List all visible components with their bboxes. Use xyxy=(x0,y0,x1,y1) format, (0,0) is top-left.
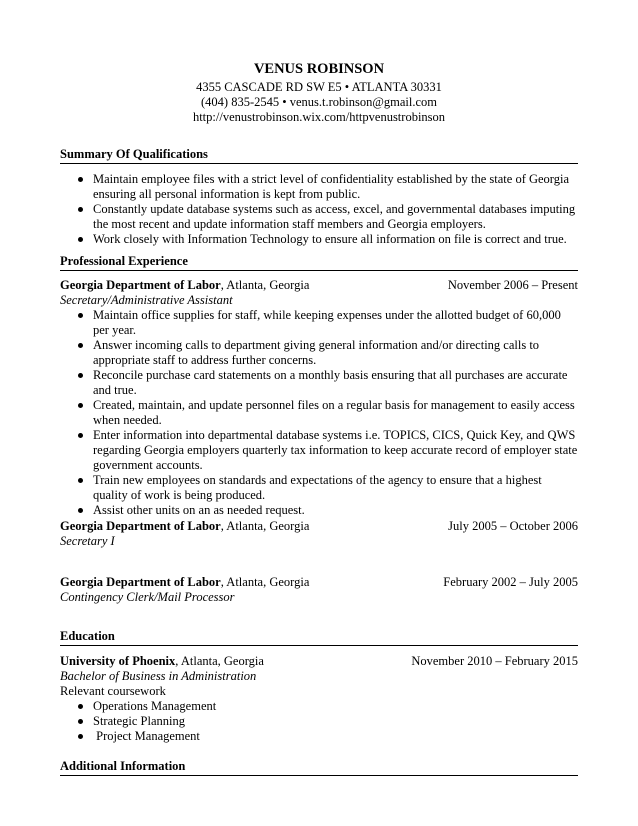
section-title-experience: Professional Experience xyxy=(60,254,578,271)
employer-location: , Atlanta, Georgia xyxy=(220,278,310,292)
bullet-icon xyxy=(78,719,83,724)
list-item: Train new employees on standards and expectations of the agency to ensure that a highest quality of work is being produced. xyxy=(60,473,578,503)
address-line: 4355 CASCADE RD SW E5 • ATLANTA 30331 xyxy=(196,80,442,94)
resume-header xyxy=(0,60,638,125)
list-item: Assist other units on an as needed request. xyxy=(60,503,578,518)
job-dates: July 2005 – October 2006 xyxy=(448,519,578,533)
bullet-icon xyxy=(78,508,83,513)
list-item: Reconcile purchase card statements on a monthly basis ensuring that all purchases are accurate and true. xyxy=(60,368,578,398)
summary-list xyxy=(60,172,578,247)
job-duties-list xyxy=(60,308,578,518)
job-entry xyxy=(60,575,578,605)
job-title: Secretary/Administrative Assistant xyxy=(60,293,233,307)
job-dates: November 2006 – Present xyxy=(447,278,578,292)
bullet-icon xyxy=(78,207,83,212)
bullet-icon xyxy=(78,433,83,438)
list-item: Operations Management xyxy=(60,699,578,714)
employer-location: , Atlanta, Georgia xyxy=(220,519,310,533)
employer-name: Georgia Department of Labor xyxy=(60,519,221,533)
job-title: Secretary I xyxy=(60,534,115,548)
list-item: Strategic Planning xyxy=(60,714,578,729)
bullet-icon xyxy=(78,177,83,182)
list-item: Created, maintain, and update personnel files on a regular basis for management to easily access when needed. xyxy=(60,398,578,428)
bullet-icon xyxy=(78,734,83,739)
education-header-row xyxy=(60,654,578,669)
education-entry xyxy=(60,654,578,744)
coursework-list xyxy=(60,699,578,744)
list-item: Maintain employee files with a strict level of confidentiality established by the state of Georgia ensuring all personal information is kept from public. xyxy=(60,172,578,202)
job-title: Contingency Clerk/Mail Processor xyxy=(60,590,235,604)
employer-location: , Atlanta, Georgia xyxy=(220,575,310,589)
school-location: , Atlanta, Georgia xyxy=(175,654,264,668)
section-title-summary: Summary Of Qualifications xyxy=(60,147,578,164)
job-header-row xyxy=(60,575,578,590)
bullet-icon xyxy=(78,313,83,318)
school-name: University of Phoenix xyxy=(60,654,176,668)
job-entry xyxy=(60,278,578,518)
degree-name: Bachelor of Business in Administration xyxy=(60,669,257,683)
bullet-icon xyxy=(78,478,83,483)
education-dates: November 2010 – February 2015 xyxy=(411,654,578,668)
employer-name: Georgia Department of Labor xyxy=(60,278,221,292)
website-line: http://venustrobinson.wix.com/httpvenustrobinson xyxy=(192,110,446,124)
job-entry xyxy=(60,519,578,549)
bullet-icon xyxy=(78,237,83,242)
list-item: Constantly update database systems such as access, excel, and governmental databases imputing the most recent and update information staff members and Georgia employers. xyxy=(60,202,578,232)
bullet-icon xyxy=(78,704,83,709)
job-header-row xyxy=(60,278,578,293)
bullet-icon xyxy=(78,373,83,378)
section-title-additional: Additional Information xyxy=(60,759,578,776)
employer-name: Georgia Department of Labor xyxy=(60,575,221,589)
list-item: Maintain office supplies for staff, while keeping expenses under the allotted budget of 60,000 per year. xyxy=(60,308,578,338)
applicant-name: VENUS ROBINSON xyxy=(253,61,385,77)
bullet-icon xyxy=(78,403,83,408)
summary-list-block xyxy=(60,172,578,247)
coursework-label: Relevant coursework xyxy=(60,684,166,698)
job-header-row xyxy=(60,519,578,534)
job-dates: February 2002 – July 2005 xyxy=(443,575,578,589)
list-item: Enter information into departmental database systems i.e. TOPICS, CICS, Quick Key, and QWS regarding Georgia employers quarterly tax information to keep accurate record of employer state government accounts. xyxy=(60,428,578,473)
bullet-icon xyxy=(78,343,83,348)
list-item: Answer incoming calls to department giving general information and/or directing calls to appropriate staff to address further concerns. xyxy=(60,338,578,368)
list-item: Work closely with Information Technology to ensure all information on file is correct and true. xyxy=(60,232,578,247)
contact-line: (404) 835-2545 • venus.t.robinson@gmail.com xyxy=(201,95,437,109)
section-title-education: Education xyxy=(60,629,578,646)
list-item: Project Management xyxy=(60,729,578,744)
